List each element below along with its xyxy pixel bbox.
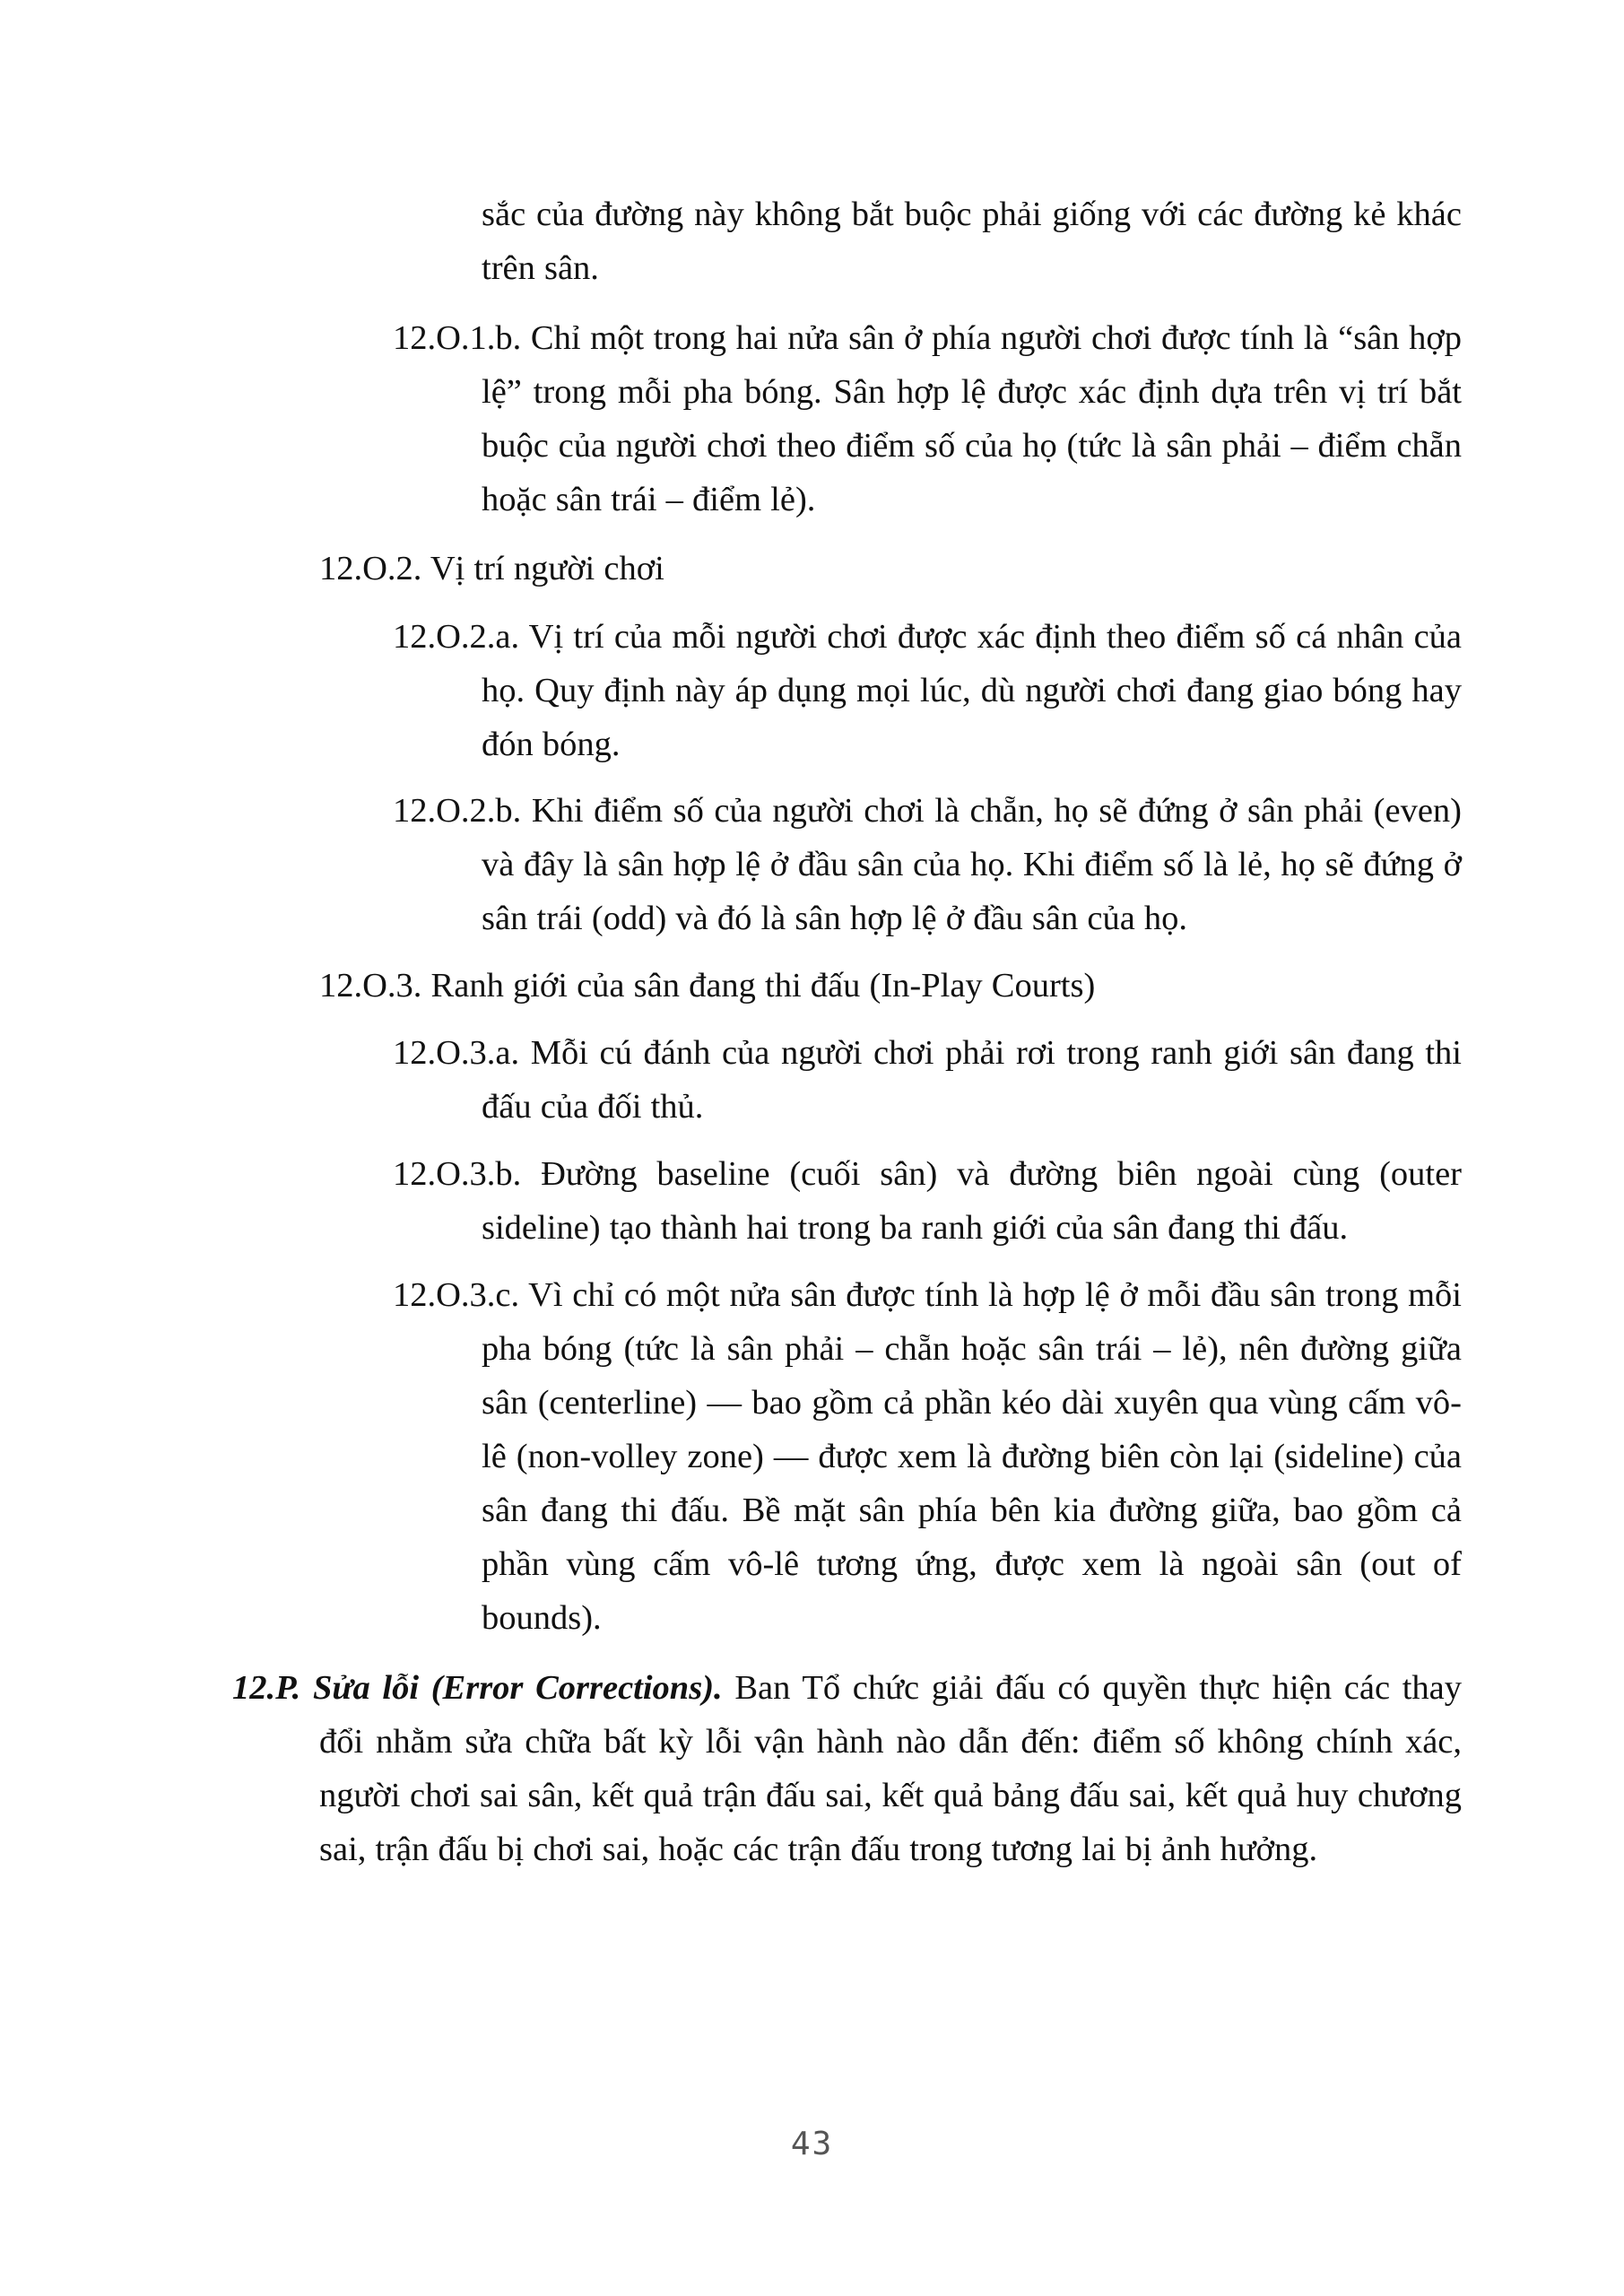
rule-12-o-3-heading: 12.O.3. Ranh giới của sân đang thi đấu (In-Play Courts) [319,967,1096,1004]
rule-12-p-heading: 12.P. Sửa lỗi (Error Corrections). [232,1669,723,1707]
rule-12-p-text: Ban Tổ chức giải đấu có quyền thực hiện các thay đổi nhằm sửa chữa bất kỳ lỗi vận hành nào dẫn đến: điểm số không chính xác, người chơi sai sân, kết quả trận đấu sai, kết quả bảng đấu sai, kết quả huy chương sai, trận đấu bị chơi sai, hoặc các trận đấu trong tương lai bị ảnh hưởng. [319,1669,1462,1868]
rule-12-o-2-b: 12.O.2.b. Khi điểm số của người chơi là chẵn, họ sẽ đứng ở sân phải (even) và đây là sân hợp lệ ở đầu sân của họ. Khi điểm số là lẻ, họ sẽ đứng ở sân trái (odd) và đó là sân hợp lệ ở đầu sân của họ. [393,792,1462,937]
rule-12-p [232,1661,1462,1876]
rule-12-o-3-b: 12.O.3.b. Đường baseline (cuối sân) và đường biên ngoài cùng (outer sideline) tạo thành hai trong ba ranh giới của sân đang thi đấu. [393,1155,1462,1247]
rule-12-o-2-heading: 12.O.2. Vị trí người chơi [319,550,664,587]
page-number: 43 [790,2126,834,2162]
rule-12-o-1-b: 12.O.1.b. Chỉ một trong hai nửa sân ở phía người chơi được tính là “sân hợp lệ” trong mỗi pha bóng. Sân hợp lệ được xác định dựa trên vị trí bắt buộc của người chơi theo điểm số của họ (tức là sân phải – điểm chẵn hoặc sân trái – điểm lẻ). [393,319,1462,518]
paragraph-continuation: sắc của đường này không bắt buộc phải giống với các đường kẻ khác trên sân. [482,196,1462,287]
rule-12-o-3-a: 12.O.3.a. Mỗi cú đánh của người chơi phải rơi trong ranh giới sân đang thi đấu của đối thủ. [393,1034,1462,1126]
rule-12-o-2-a: 12.O.2.a. Vị trí của mỗi người chơi được xác định theo điểm số cá nhân của họ. Quy định này áp dụng mọi lúc, dù người chơi đang giao bóng hay đón bóng. [393,618,1462,763]
rule-12-o-3-c: 12.O.3.c. Vì chỉ có một nửa sân được tính là hợp lệ ở mỗi đầu sân trong mỗi pha bóng (tức là sân phải – chẵn hoặc sân trái – lẻ), nên đường giữa sân (centerline) — bao gồm cả phần kéo dài xuyên qua vùng cấm vô-lê (non-volley zone) — được xem là đường biên còn lại (sideline) của sân đang thi đấu. Bề mặt sân phía bên kia đường giữa, bao gồm cả phần vùng cấm vô-lê tương ứng, được xem là ngoài sân (out of bounds). [393,1276,1462,1637]
